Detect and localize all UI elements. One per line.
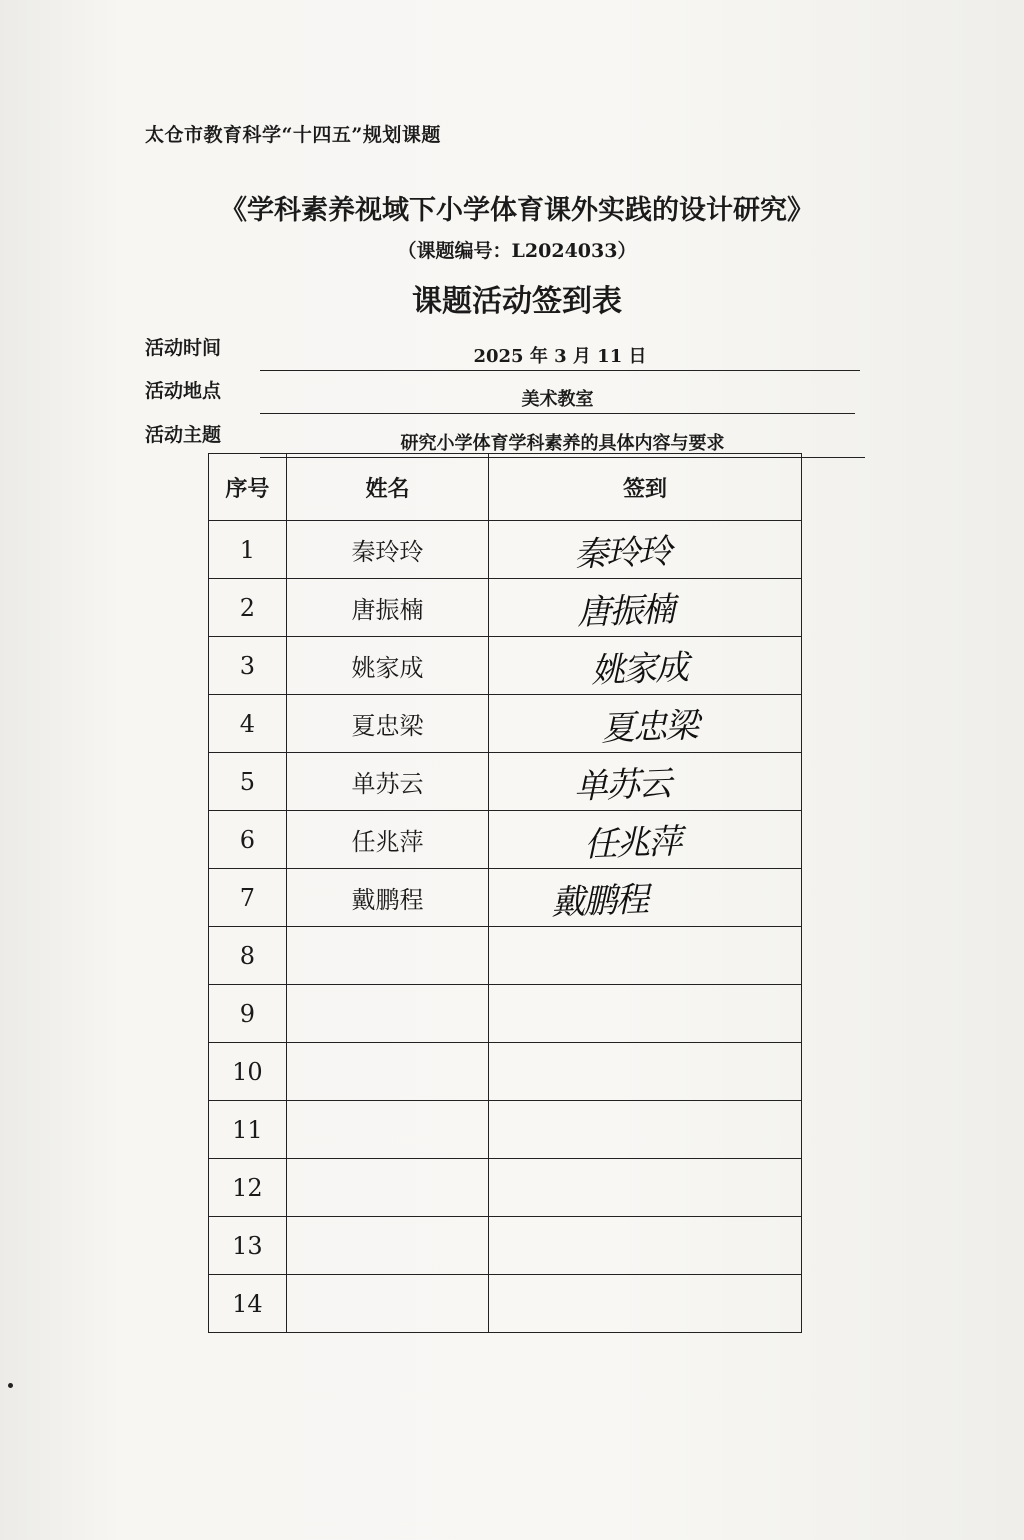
row-name xyxy=(286,1275,488,1333)
table-row xyxy=(209,1101,802,1159)
main-title: 《学科素养视域下小学体育课外实践的设计研究》 xyxy=(220,195,814,226)
table-header-row xyxy=(209,454,802,521)
table-row xyxy=(209,869,802,927)
row-name: 唐振楠 xyxy=(286,579,488,637)
handwritten-signature: 戴鹏程 xyxy=(550,879,648,923)
table-row xyxy=(209,637,802,695)
row-name: 戴鹏程 xyxy=(286,869,488,927)
table-row xyxy=(209,1159,802,1217)
row-name: 姚家成 xyxy=(286,637,488,695)
place-value: 美术教室 xyxy=(260,387,855,414)
table-row xyxy=(209,985,802,1043)
handwritten-signature: 任兆萍 xyxy=(583,821,681,865)
row-number: 12 xyxy=(209,1159,287,1217)
row-number: 7 xyxy=(209,869,287,927)
table-row xyxy=(209,753,802,811)
row-number: 4 xyxy=(209,695,287,753)
signature-cell xyxy=(489,1275,802,1333)
row-number: 1 xyxy=(209,521,287,579)
place-label: 活动地点 xyxy=(145,380,222,402)
row-name xyxy=(286,1101,488,1159)
row-number: 3 xyxy=(209,637,287,695)
row-number: 9 xyxy=(209,985,287,1043)
table-row xyxy=(209,521,802,579)
signature-cell xyxy=(489,985,802,1043)
row-name: 任兆萍 xyxy=(286,811,488,869)
topic-label: 活动主题 xyxy=(145,424,222,446)
signature-cell xyxy=(489,927,802,985)
row-name xyxy=(286,1043,488,1101)
sheet-title: 课题活动签到表 xyxy=(412,284,622,319)
table-row xyxy=(209,811,802,869)
signature-cell xyxy=(489,1159,802,1217)
row-name xyxy=(286,927,488,985)
signature-cell xyxy=(489,579,802,637)
topic-value: 研究小学体育学科素养的具体内容与要求 xyxy=(260,431,865,458)
table-row xyxy=(209,1217,802,1275)
row-number: 10 xyxy=(209,1043,287,1101)
row-name xyxy=(286,985,488,1043)
row-name xyxy=(286,1217,488,1275)
row-name: 秦玲玲 xyxy=(286,521,488,579)
handwritten-signature: 秦玲玲 xyxy=(573,531,671,575)
row-number: 6 xyxy=(209,811,287,869)
signature-cell xyxy=(489,695,802,753)
row-number: 8 xyxy=(209,927,287,985)
row-number: 5 xyxy=(209,753,287,811)
handwritten-signature: 夏忠梁 xyxy=(600,705,698,749)
signature-cell xyxy=(489,637,802,695)
signature-cell xyxy=(489,1217,802,1275)
table-row xyxy=(209,1275,802,1333)
signature-cell xyxy=(489,811,802,869)
signature-cell xyxy=(489,521,802,579)
project-number: （课题编号：L2024033） xyxy=(397,240,637,262)
signature-cell xyxy=(489,1043,802,1101)
row-number: 13 xyxy=(209,1217,287,1275)
row-number: 2 xyxy=(209,579,287,637)
project-header: 太仓市教育科学“十四五”规划课题 xyxy=(145,124,441,146)
table-row xyxy=(209,695,802,753)
row-name: 单苏云 xyxy=(286,753,488,811)
signin-table xyxy=(208,453,802,1333)
header-signature: 签到 xyxy=(489,454,802,521)
signature-cell xyxy=(489,1101,802,1159)
row-number: 11 xyxy=(209,1101,287,1159)
handwritten-signature: 唐振楠 xyxy=(576,589,674,633)
time-label: 活动时间 xyxy=(145,337,222,359)
time-value: 2025 年 3 月 11 日 xyxy=(260,344,860,371)
row-number: 14 xyxy=(209,1275,287,1333)
table-row xyxy=(209,1043,802,1101)
signature-cell xyxy=(489,869,802,927)
handwritten-signature: 姚家成 xyxy=(590,647,688,691)
row-name: 夏忠梁 xyxy=(286,695,488,753)
row-name xyxy=(286,1159,488,1217)
header-name: 姓名 xyxy=(286,454,488,521)
ink-dot xyxy=(8,1383,13,1388)
header-no: 序号 xyxy=(209,454,287,521)
table-row xyxy=(209,927,802,985)
handwritten-signature: 单苏云 xyxy=(573,763,671,807)
table-row xyxy=(209,579,802,637)
signature-cell xyxy=(489,753,802,811)
